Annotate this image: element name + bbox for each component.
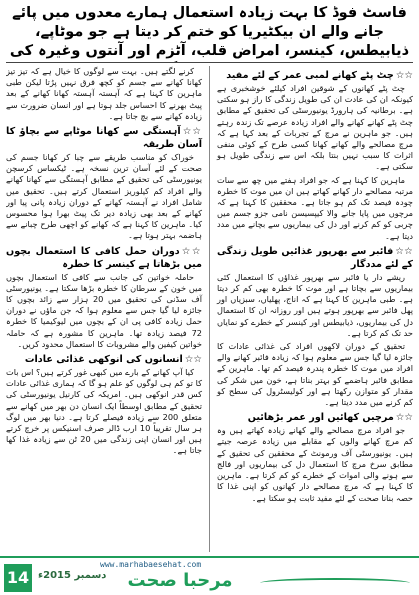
article-columns: [6, 66, 413, 552]
footer-rule: [0, 556, 419, 558]
section-heading: ☆☆چٹ پٹے کھانے لمبی عمر کے لئے مفید: [226, 70, 413, 81]
column-divider: [209, 66, 210, 552]
star-bullet-icon: ☆☆: [395, 245, 413, 257]
section-heading: ☆☆مرچیں کھائیں اور عمر بڑھائیں: [247, 412, 413, 424]
left-column: [6, 66, 206, 552]
magazine-logo: مرحبا صحت: [127, 570, 233, 591]
page-headline: فاسٹ فوڈ کا بہت زیادہ استعمال ہمارے معدوں میں پائے جانے والے ان بیکٹیریا کو ختم کر دیتا ہے جو موٹاپے، ذیابیطس، کینسر، امراض قلب، آٹزم اور آنتوں وغیرہ کی: [9, 5, 410, 59]
section-heading: ☆☆آہستگی سے کھانا موٹاپے سے بچاؤ کا آسان طریقہ: [6, 126, 202, 151]
star-bullet-icon: ☆☆: [181, 245, 202, 257]
body-paragraph: کرنے لگتے ہیں۔ بہت سے لوگوں کا خیال ہے کہ تیز تیز کھانا کھانے سے جسم کو کچھ فرق نہیں پڑتا لیکن طبی ماہرین کا کہنا ہے کہ آہستہ آہستہ کھانا کھانے کے بعد پیٹ بھرنے کا احساس جلد ہوتا ہے اور انسان ضرورت سے زیادہ کھانے سے بچ جاتا ہے۔: [6, 66, 202, 121]
issue-date: دسمبر 2015ء: [38, 570, 107, 581]
page-footer: [0, 556, 419, 595]
body-paragraph: جو افراد مرچ مصالحے والے کھانے زیادہ کھاتے ہیں وہ کم مرچ کھانے والوں کے مقابلے میں زیادہ عرصہ جیتے ہیں۔ یونیورسٹی آف ورمونٹ کے محققین کی تحقیق کے مطابق سرخ مرچ کا استعمال دل کی بیماریوں اور فالج سے ہونے والی اموات کے خطرے کو کم کرتا ہے۔ ماہرین کا کہنا ہے کہ مرچ مصالحے دار کھانوں کو اپنی غذا کا حصہ بنانا صحت کے لئے مفید ثابت ہو سکتا ہے۔: [217, 425, 413, 503]
website-url[interactable]: www.marhabaesehat.com: [100, 560, 202, 569]
star-bullet-icon: ☆☆: [184, 354, 202, 366]
star-bullet-icon: ☆☆: [182, 126, 202, 138]
body-paragraph: تحقیق کے دوران لاکھوں افراد کی غذائی عادات کا جائزہ لیا گیا جس سے معلوم ہوا کہ زیادہ فائبر کھانے والے افراد میں موت کا خطرہ پندرہ فیصد کم تھا۔ ماہرین کے مطابق فائبر ہاضمے کو بہتر بناتا ہے، خون میں شکر کی مقدار کو متوازن رکھتا ہے اور کولیسٹرول کی سطح کو کم کرنے میں مدد دیتا ہے۔: [217, 341, 413, 408]
body-paragraph: چٹ پٹے کھانوں کے شوقین افراد کیلئے خوشخبری ہے کیونکہ ان کی عادت ان کی طویل زندگی کا راز ہو سکتی ہے۔ برطانیہ کی ہارورڈ یونیورسٹی کی تحقیق کے مطابق چٹ پٹے کھانے کھانے والے افراد زیادہ عرصے تک زندہ رہتے ہیں۔ جو ماہرین نے مرچ کے تجربات کے بعد کہا ہے کہ مرچ مصالحے والے کھانے کھانا کسی طرح کے کوئی منفی اثرات کا سبب نہیں بنتا بلکہ اس سے زندگی طویل ہو سکتی ہے۔: [217, 83, 413, 172]
body-paragraph: ریشے دار یا فائبر سے بھرپور غذاؤں کا استعمال کئی بیماریوں سے بچاتا ہے اور موت کا خطرہ بھی کم کر دیتا ہے۔ طبی ماہرین کا کہنا ہے کہ اناج، پھلیاں، سبزیاں اور پھل فائبر سے بھرپور ہوتے ہیں اور روزانہ ان کا استعمال دل کی بیماریوں، ذیابیطس اور کینسر کے خطرے کو نمایاں حد تک کم کرتا ہے۔: [217, 271, 413, 338]
headline-divider: [6, 62, 413, 63]
body-paragraph: حاملہ خواتین کی جانب سے کافی کا استعمال بچوں میں خون کے سرطان کا خطرہ بڑھا سکتا ہے۔ یونیورسٹی آف سڈنی کی تحقیق میں 20 ہزار سے زائد بچوں کا جائزہ لیا گیا جس سے معلوم ہوا کہ جن ماؤں نے دوران حمل زیادہ کافی پی ان کے بچوں میں لیوکیمیا کا خطرہ 72 فیصد زیادہ تھا۔ ماہرین کا مشورہ ہے کہ حاملہ خواتین کیفین والے مشروبات کا استعمال محدود کریں۔: [6, 271, 202, 349]
section-heading: ☆☆انسانوں کی انوکھی غذائی عادات: [24, 354, 202, 366]
page-number: 14: [4, 564, 32, 592]
body-paragraph: ماہرین کا کہنا ہے کہ جو افراد ہفتے میں چھ سے سات مرتبہ مصالحے دار کھانے کھاتے ہیں ان میں موت کا خطرہ چودہ فیصد تک کم ہو جاتا ہے۔ محققین کا کہنا ہے کہ مرچوں میں پایا جانے والا کیپسیسن نامی جزو جسم میں چربی کو کم کرنے اور دل کی بیماریوں سے بچانے میں مدد دیتا ہے۔: [217, 174, 413, 241]
logo-swoosh: [260, 578, 410, 588]
body-paragraph: کیا آپ کھانے کے بارے میں کبھی غور کرتے ہیں؟ اس بات کا تو کم ہی لوگوں کو علم ہو گا کہ ہماری غذائی عادات کس قدر انوکھی ہیں۔ امریکہ کی کارنیل یونیورسٹی کی تحقیق کے مطابق اوسطاً ایک انسان دن بھر میں کھانے سے متعلق 200 سے زیادہ فیصلے کرتا ہے۔ دنیا بھر میں لوگ ہر سال تقریباً 10 ارب ڈالر صرف اسنیکس پر خرچ کرتے ہیں اور انسان اپنی زندگی میں 20 ٹن سے زیادہ غذا کھا جاتا ہے۔: [6, 367, 203, 456]
section-heading: ☆☆دوران حمل کافی کا استعمال بچوں میں بڑھاتا ہے کینسر کا خطرہ: [6, 245, 202, 270]
section-heading: ☆☆فائبر سے بھرپور غذائیں طویل زندگی کے لئے مددگار: [217, 245, 413, 270]
right-column: [213, 66, 413, 552]
star-bullet-icon: ☆☆: [395, 70, 413, 81]
star-bullet-icon: ☆☆: [395, 412, 413, 424]
body-paragraph: خوراک کو مناسب طریقے سے چبا کر کھانا جسم کی صحت کے لئے آسان ترین نسخہ ہے۔ ٹیکساس کرسچن یونیورسٹی کی تحقیق کے مطابق آہستگی سے کھانا کھانے والے افراد کم کیلوریز استعمال کرتے ہیں۔ تحقیق میں شامل افراد نے آہستہ کھانے کے دوران زیادہ پانی پیا اور کھانے کے بعد بھی زیادہ دیر تک پیٹ بھرا ہوا محسوس کیا۔ ماہرین کا کہنا ہے کہ کھانے کو اچھی طرح چبانے سے ہاضمہ بہتر ہوتا ہے۔: [6, 152, 202, 241]
